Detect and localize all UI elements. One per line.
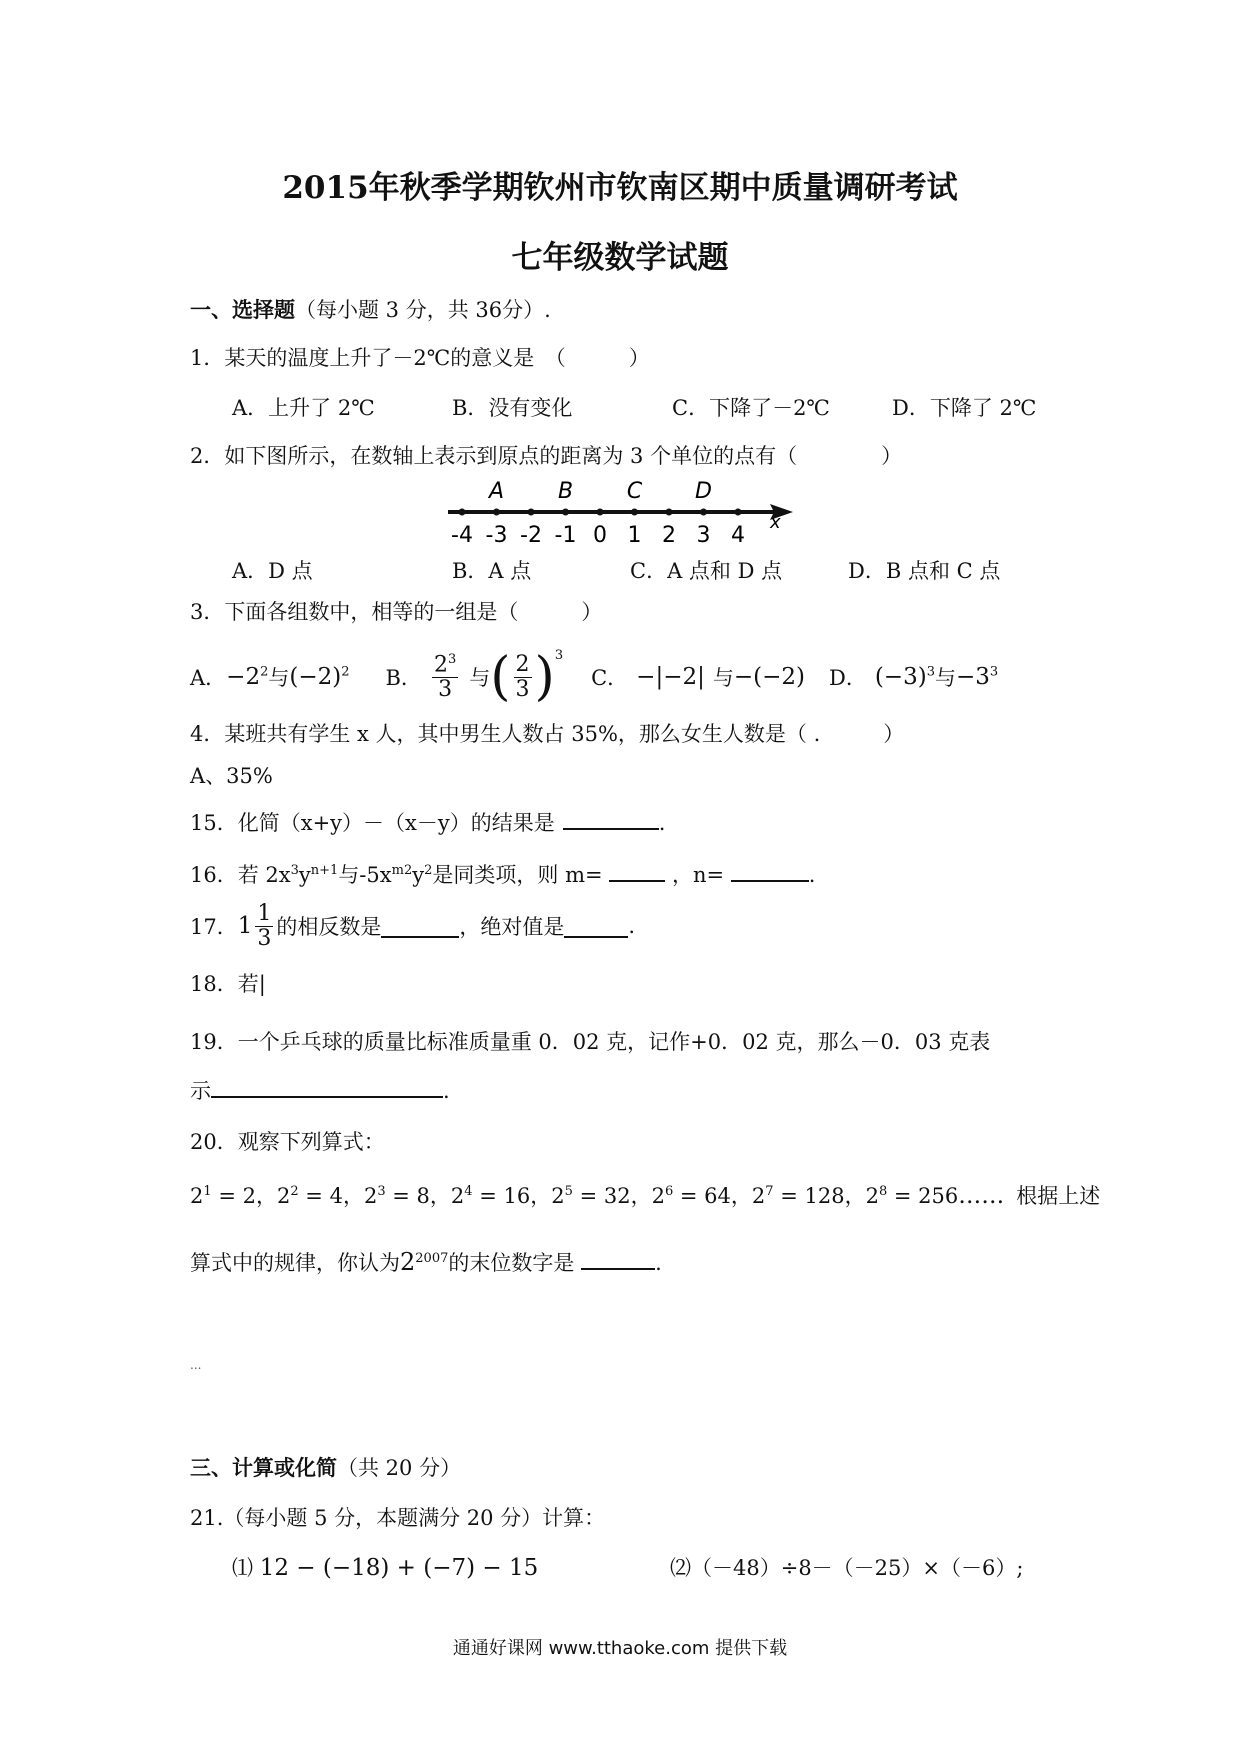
q3-b-right-fraction: $\frac{2}{3}$: [515, 652, 530, 702]
scan-dots: ...: [190, 1358, 202, 1372]
question-4-stem: 4．某班共有学生 x 人，其中男生人数占 35%，那么女生人数是（ . ）: [190, 722, 905, 746]
q3-d-with: 与: [934, 666, 956, 690]
number-line-tick-label: -4: [451, 523, 473, 546]
power-item: $2^8 = 256$: [865, 1184, 959, 1208]
q19-answer-blank: [211, 1074, 443, 1098]
q3-b-right-paren: ): [534, 647, 555, 707]
number-line-point-label: A: [488, 479, 505, 504]
exam-title: 2015年秋季学期钦州市钦南区期中质量调研考试: [282, 170, 958, 206]
question-20-line-2: 算式中的规律，你认为$2^{2007}$的末位数字是 .: [190, 1248, 662, 1276]
number-line-tick-label: 2: [662, 523, 676, 546]
question-4-option-a: A、35%: [190, 764, 273, 788]
number-line-point-label: D: [695, 479, 712, 504]
question-1-option-c: C．下降了－2℃: [672, 396, 830, 420]
number-line-tick-label: 1: [627, 523, 642, 546]
question-3-options: [190, 642, 998, 712]
question-21-stem: 21.（每小题 5 分，本题满分 20 分）计算：: [190, 1506, 606, 1530]
power-item: $2^6 = 64$: [651, 1184, 731, 1208]
question-2-option-d: D．B 点和 C 点: [848, 559, 1001, 583]
question-3-option-d-label: D．: [828, 666, 867, 690]
q17-abs-blank: [564, 914, 628, 938]
question-3-stem: 3．下面各组数中，相等的一组是（ ）: [190, 600, 603, 624]
section-1-title: 一、选择题: [190, 297, 295, 322]
number-line-tick-label: 4: [731, 523, 745, 546]
number-line-tick-dot: [666, 509, 673, 516]
number-line-tick-label: 3: [696, 523, 711, 546]
q16-m-blank: [609, 858, 665, 882]
section-1-note: （每小题 3 分，共 36分）.: [295, 298, 551, 322]
q16-n-blank: [731, 858, 809, 882]
number-line-tick-dot: [528, 509, 535, 516]
q3-b-right-exp: 3: [554, 648, 564, 663]
question-1-stem: 1．某天的温度上升了－2℃的意义是 （ ）: [190, 346, 650, 370]
number-line-point-label: B: [557, 479, 574, 504]
number-line-tick-dot: [459, 509, 466, 516]
power-item: $2^5 = 32$: [551, 1184, 631, 1208]
number-line-figure: [448, 476, 793, 546]
question-2-stem: 2．如下图所示，在数轴上表示到原点的距离为 3 个单位的点有（ ）: [190, 444, 903, 468]
question-17: 17． 1 $\frac{1}{3}$ 的相反数是 ，绝对值是 .: [190, 901, 636, 951]
question-21-part-2: ⑵（－48）÷8－（－25）×（－6）;: [670, 1556, 1024, 1580]
q3-a-right: $(-2)^2$: [289, 664, 350, 690]
question-2-option-c: C．A 点和 D 点: [630, 559, 783, 583]
section-1-heading: [190, 294, 551, 324]
number-line-tick-dot: [700, 509, 707, 516]
power-item: $2^2 = 4$: [276, 1184, 343, 1208]
q17-opposite-blank: [381, 914, 459, 938]
number-line-tick-label: 0: [593, 523, 607, 546]
number-line-tick-dot: [597, 509, 604, 516]
footer-source: 通通好课网 www.tthaoke.com 提供下载: [452, 1638, 788, 1659]
question-1-option-b: B．没有变化: [452, 396, 573, 420]
number-line-tick-label: -2: [520, 523, 542, 546]
q20-answer-blank: [581, 1246, 655, 1270]
question-19-line-2: 示 .: [190, 1074, 450, 1105]
power-item: $2^4 = 16$: [450, 1184, 531, 1208]
q3-a-left: $-2^2$: [226, 664, 269, 690]
q3-c-with: 与: [712, 666, 734, 690]
number-line-axis-label: x: [770, 512, 781, 533]
q3-c-left: −|−2|: [636, 664, 705, 690]
section-3-heading: 三、计算或化简（共 20 分）: [190, 1455, 462, 1480]
q3-c-right: −(−2): [733, 664, 805, 690]
power-item: $2^7 = 128$: [751, 1184, 845, 1208]
number-line-point-label: C: [626, 479, 643, 504]
question-1-option-a: A．上升了 2℃: [232, 396, 375, 420]
question-2-option-b: B．A 点: [452, 559, 532, 583]
question-3-option-c-label: C．: [591, 666, 629, 690]
q15-answer-blank: [563, 806, 659, 830]
question-15: 15．化简（x+y）－（x－y）的结果是 .: [190, 806, 665, 837]
q3-b-with: 与: [469, 666, 491, 690]
question-3-option-b-label: B．: [385, 666, 422, 690]
question-1-option-d: D．下降了 2℃: [892, 396, 1037, 420]
question-21-part-1: ⑴ 12 − (−18) + (−7) − 15: [232, 1555, 539, 1581]
power-item: $2^3 = 8$: [363, 1184, 430, 1208]
number-line-tick-dot: [735, 509, 742, 516]
number-line-tick-label: -1: [554, 523, 577, 546]
question-18: 18．若|: [190, 972, 266, 996]
power-item: $2^1 = 2$: [190, 1184, 256, 1208]
q3-b-left-fraction: $\frac{2^3}{3}$: [433, 652, 457, 702]
question-19-line-1: 19．一个乒乓球的质量比标准质量重 0．02 克，记作+0．02 克，那么－0．03 克表: [190, 1030, 991, 1054]
question-20-powers: $2^1 = 2$，$2^2 = 4$，$2^3 = 8$，$2^4 = 16$，$2^5 = 32$，$2^6 = 64$，$2^7 = 128$，$2^8 = 256$ …… 根据上述: [190, 1183, 1101, 1209]
q3-b-left-paren: (: [490, 647, 511, 707]
q3-a-with: 与: [268, 666, 290, 690]
question-2-option-a: A．D 点: [232, 559, 313, 583]
q3-d-left: $(-3)^3$: [874, 664, 935, 690]
exam-subtitle: 七年级数学试题: [511, 240, 729, 276]
question-3-option-a-label: A．: [190, 666, 227, 690]
number-line-tick-label: -3: [485, 523, 508, 546]
question-20-stem: 20．观察下列算式：: [190, 1130, 385, 1154]
q17-fraction: $\frac{1}{3}$: [257, 901, 272, 951]
q3-d-right: $-3^3$: [955, 664, 999, 690]
number-line-tick-dot: [493, 509, 500, 516]
number-line-tick-dot: [562, 509, 569, 516]
question-16: 16．若 $2x^3y^{n+1}$与$-5x^{m2}y^2$是同类项，则 m= ，n= .: [190, 858, 815, 889]
number-line-tick-dot: [631, 509, 638, 516]
